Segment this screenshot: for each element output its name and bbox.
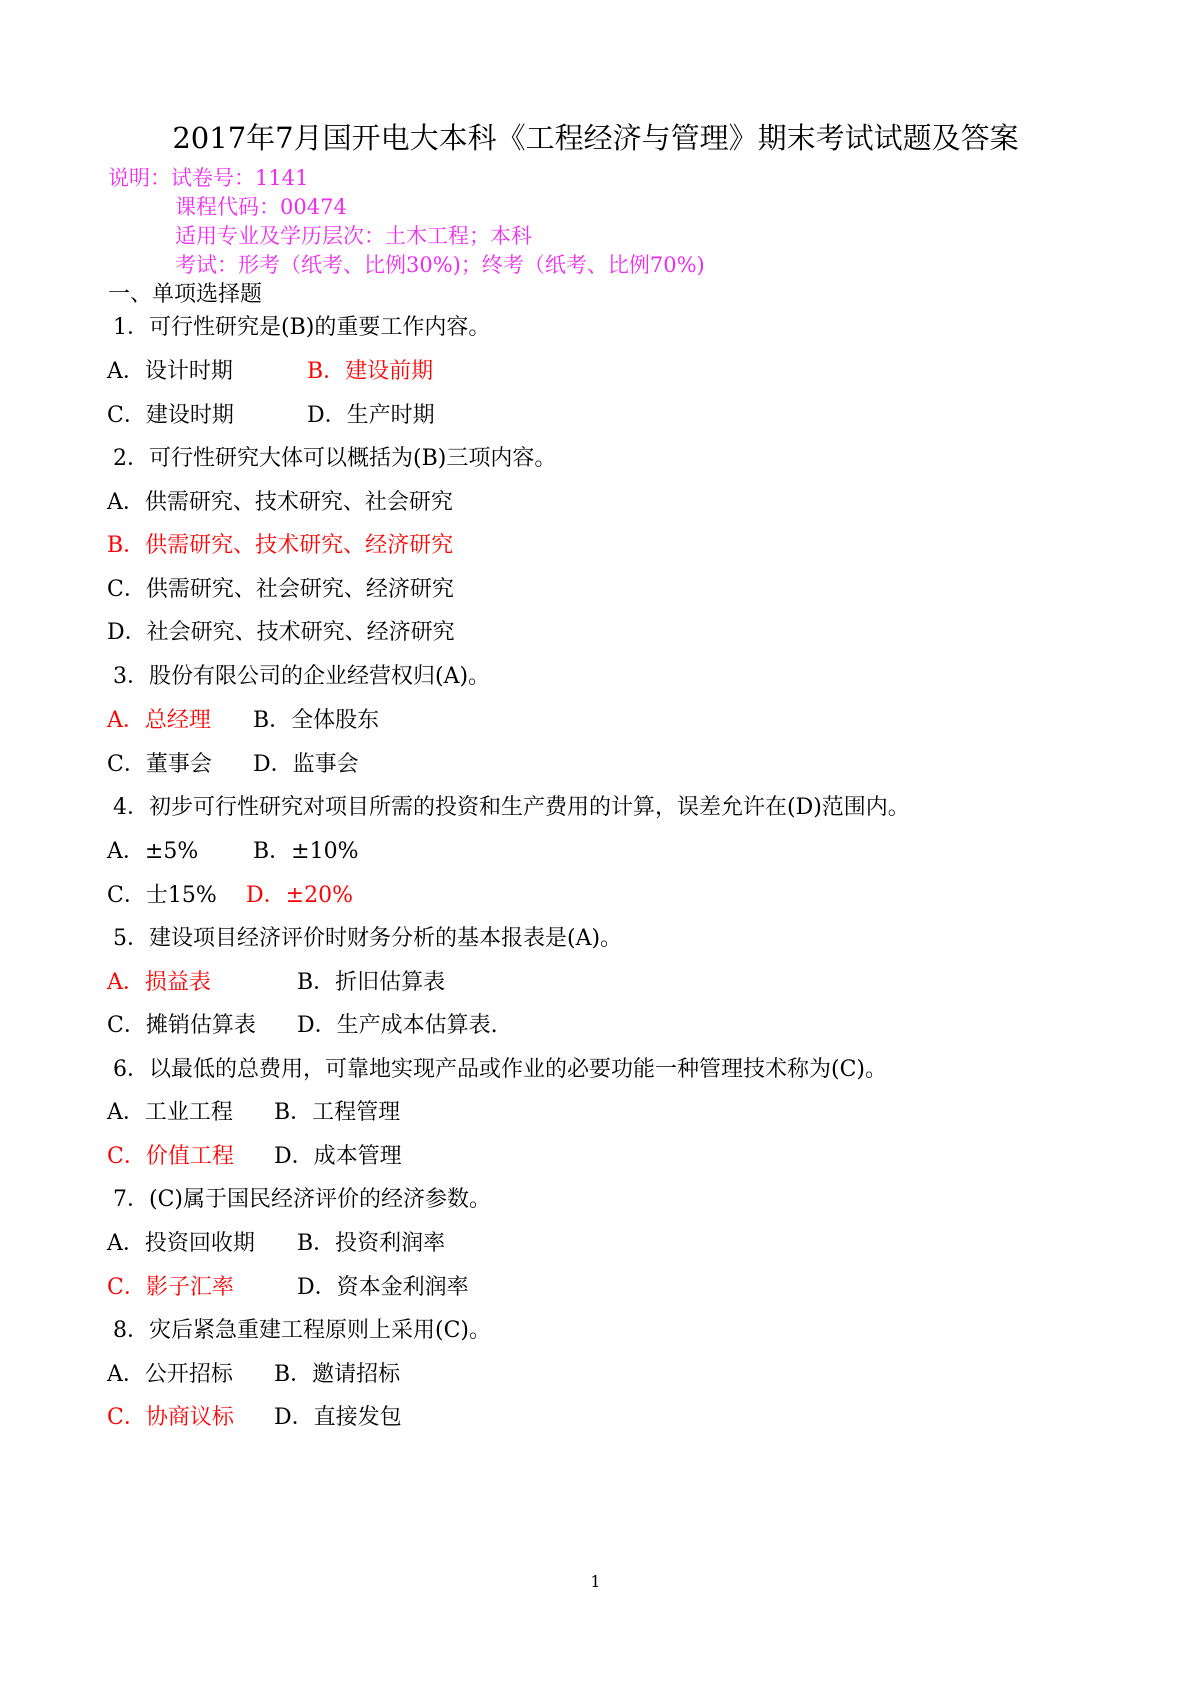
note-line: 课程代码：00474 bbox=[175, 195, 347, 219]
option: B．投资利润率 bbox=[297, 1231, 446, 1256]
option: C．摊销估算表 bbox=[107, 1013, 256, 1038]
option: C．供需研究、社会研究、经济研究 bbox=[107, 577, 454, 602]
page-number: 1 bbox=[590, 1572, 601, 1591]
question-stem: 5．建设项目经济评价时财务分析的基本报表是(A)。 bbox=[113, 926, 623, 951]
note-line: 考试：形考（纸考、比例30%)；终考（纸考、比例70%) bbox=[175, 253, 705, 277]
option-answer: D．±20% bbox=[246, 883, 353, 908]
option: A．供需研究、技术研究、社会研究 bbox=[107, 490, 453, 515]
note-line: 适用专业及学历层次：土木工程；本科 bbox=[175, 224, 532, 248]
option: D．直接发包 bbox=[274, 1405, 402, 1430]
option: D．资本金利润率 bbox=[297, 1275, 469, 1300]
option: D．生产时期 bbox=[307, 403, 435, 428]
option: D．社会研究、技术研究、经济研究 bbox=[107, 620, 455, 645]
option: B．邀请招标 bbox=[274, 1362, 401, 1387]
question-stem: 7．(C)属于国民经济评价的经济参数。 bbox=[113, 1187, 491, 1212]
option: B．全体股东 bbox=[253, 708, 380, 733]
option-answer: C．价值工程 bbox=[107, 1144, 234, 1169]
question-stem: 8．灾后紧急重建工程原则上采用(C)。 bbox=[113, 1318, 491, 1343]
option: B．折旧估算表 bbox=[297, 970, 446, 995]
option: A．投资回收期 bbox=[107, 1231, 255, 1256]
section-heading: 一、单项选择题 bbox=[108, 282, 263, 307]
option: B．±10% bbox=[253, 839, 359, 864]
option: A．±5% bbox=[107, 839, 199, 864]
option: A．公开招标 bbox=[107, 1362, 233, 1387]
option: A．设计时期 bbox=[107, 359, 233, 384]
option: A．工业工程 bbox=[107, 1100, 233, 1125]
option-answer: C．协商议标 bbox=[107, 1405, 234, 1430]
option: C．士15% bbox=[107, 883, 217, 908]
option: B．工程管理 bbox=[274, 1100, 401, 1125]
note-line: 说明：试卷号：1141 bbox=[108, 166, 309, 190]
question-stem: 6．以最低的总费用，可靠地实现产品或作业的必要功能一种管理技术称为(C)。 bbox=[113, 1057, 887, 1082]
option: C．建设时期 bbox=[107, 403, 234, 428]
option-answer: B．建设前期 bbox=[307, 359, 434, 384]
option: C．董事会 bbox=[107, 752, 212, 777]
option-answer: B．供需研究、技术研究、经济研究 bbox=[107, 533, 454, 558]
option: D．成本管理 bbox=[274, 1144, 402, 1169]
question-stem: 4．初步可行性研究对项目所需的投资和生产费用的计算，误差允许在(D)范围内。 bbox=[113, 795, 910, 820]
option-answer: A．总经理 bbox=[107, 708, 211, 733]
option-answer: A．损益表 bbox=[107, 970, 211, 995]
page-title: 2017年7月国开电大本科《工程经济与管理》期末考试试题及答案 bbox=[172, 121, 1019, 155]
question-stem: 2．可行性研究大体可以概括为(B)三项内容。 bbox=[113, 446, 557, 471]
question-stem: 1．可行性研究是(B)的重要工作内容。 bbox=[113, 315, 491, 340]
option-answer: C．影子汇率 bbox=[107, 1275, 234, 1300]
question-stem: 3．股份有限公司的企业经营权归(A)。 bbox=[113, 664, 491, 689]
option: D．监事会 bbox=[253, 752, 359, 777]
option: D．生产成本估算表. bbox=[297, 1013, 498, 1038]
